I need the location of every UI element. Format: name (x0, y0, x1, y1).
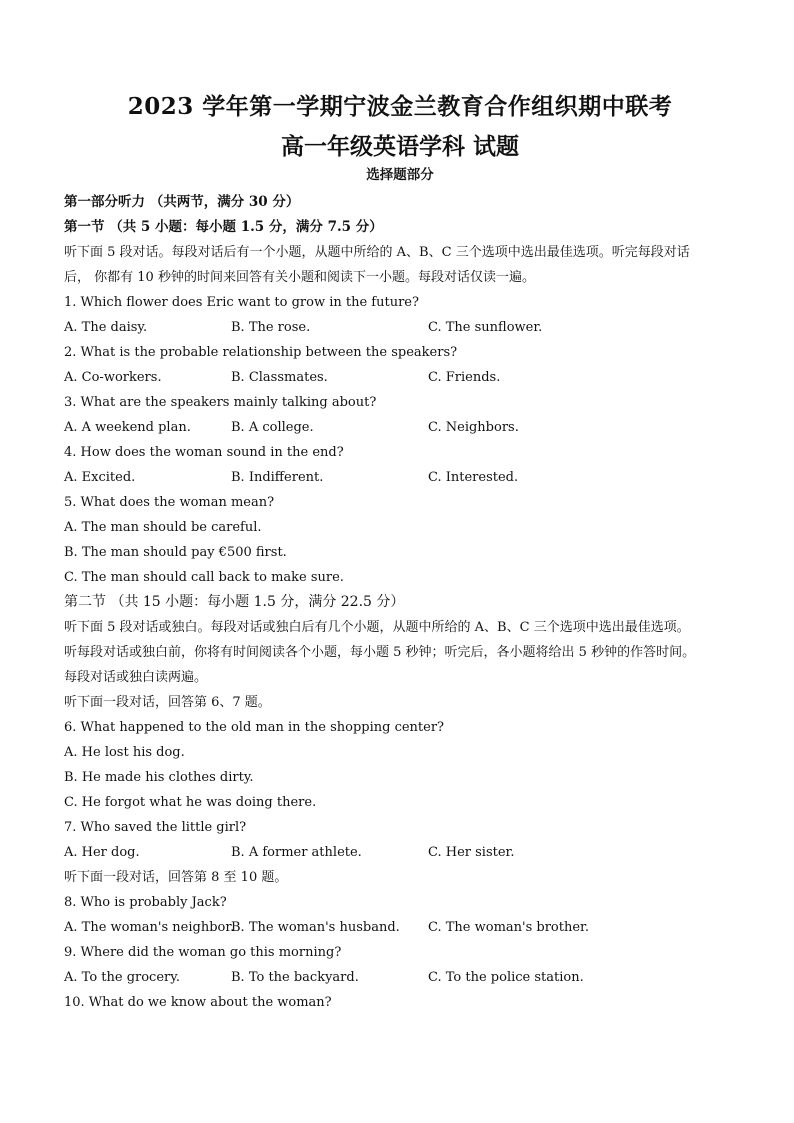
question-4: 4. How does the woman sound in the end? (64, 445, 344, 460)
options-row (64, 840, 736, 865)
question-10: 10. What do we know about the woman? (64, 995, 332, 1010)
option-c: C. The woman's brother. (428, 920, 589, 935)
option-a: A. Co-workers. (64, 370, 162, 385)
options-row (64, 415, 736, 440)
section2-heading: 第二节 （共 15 小题：每小题 1.5 分，满分 22.5 分） (64, 594, 405, 610)
option-a: A. To the grocery. (64, 970, 180, 985)
section2-instructions: 听下面 5 段对话或独白。每段对话或独白后有几个小题，从题中所给的 A、B、C 三个选项中选出最佳选项。 (64, 620, 690, 635)
options-row (64, 965, 736, 990)
section1-instructions: 后， 你都有 10 秒钟的时间来回答有关小题和阅读下一小题。每段对话仅读一遍。 (64, 270, 535, 285)
option-b: B. The man should pay €500 first. (64, 545, 287, 560)
options-row (64, 465, 736, 490)
option-a: A. The daisy. (64, 320, 148, 335)
option-c: C. He forgot what he was doing there. (64, 795, 317, 810)
option-b: B. The woman's husband. (231, 920, 400, 935)
options-row (64, 315, 736, 340)
options-row (64, 915, 736, 940)
option-b: B. A college. (231, 420, 314, 435)
exam-page (64, 92, 736, 1015)
question-2: 2. What is the probable relationship between the speakers? (64, 345, 458, 360)
option-a: A. He lost his dog. (64, 745, 185, 760)
option-a: A. A weekend plan. (64, 420, 191, 435)
section2-instructions: 听每段对话或独白前，你将有时间阅读各个小题，每小题 5 秒钟；听完后，各小题将给出 5 秒钟的作答时间。 (64, 645, 696, 660)
option-b: B. The rose. (231, 320, 311, 335)
section2-instructions: 每段对话或独白读两遍。 (64, 670, 208, 685)
group-instruction: 听下面一段对话，回答第 6、7 题。 (64, 695, 271, 710)
option-b: B. Indifferent. (231, 470, 324, 485)
part1-heading: 第一部分听力 （共两节，满分 30 分） (64, 194, 300, 210)
section1-heading: 第一节 （共 5 小题：每小题 1.5 分，满分 7.5 分） (64, 219, 383, 235)
exam-subtitle: 高一年级英语学科 试题 (280, 133, 519, 160)
option-a: A. Her dog. (64, 845, 140, 860)
option-a: A. The woman's neighbor. (64, 920, 235, 935)
options-row (64, 365, 736, 390)
option-c: C. Neighbors. (428, 420, 519, 435)
question-7: 7. Who saved the little girl? (64, 820, 247, 835)
option-c: C. Her sister. (428, 845, 515, 860)
option-c: C. Friends. (428, 370, 501, 385)
option-b: B. Classmates. (231, 370, 328, 385)
option-a: A. The man should be careful. (64, 520, 262, 535)
option-a: A. Excited. (64, 470, 136, 485)
question-1: 1. Which flower does Eric want to grow in the future? (64, 295, 419, 310)
question-5: 5. What does the woman mean? (64, 495, 275, 510)
exam-title: 2023 学年第一学期宁波金兰教育合作组织期中联考 (127, 93, 673, 120)
option-c: C. The man should call back to make sure. (64, 570, 344, 585)
question-9: 9. Where did the woman go this morning? (64, 945, 342, 960)
section-label: 选择题部分 (366, 167, 434, 183)
option-b: B. To the backyard. (231, 970, 359, 985)
option-b: B. A former athlete. (231, 845, 362, 860)
section1-instructions: 听下面 5 段对话。每段对话后有一个小题，从题中所给的 A、B、C 三个选项中选出最佳选项。听完每段对话 (64, 245, 690, 260)
question-6: 6. What happened to the old man in the shopping center? (64, 720, 445, 735)
option-b: B. He made his clothes dirty. (64, 770, 254, 785)
option-c: C. The sunflower. (428, 320, 543, 335)
question-8: 8. Who is probably Jack? (64, 895, 227, 910)
option-c: C. Interested. (428, 470, 519, 485)
group-instruction: 听下面一段对话，回答第 8 至 10 题。 (64, 870, 288, 885)
option-c: C. To the police station. (428, 970, 584, 985)
question-3: 3. What are the speakers mainly talking about? (64, 395, 377, 410)
